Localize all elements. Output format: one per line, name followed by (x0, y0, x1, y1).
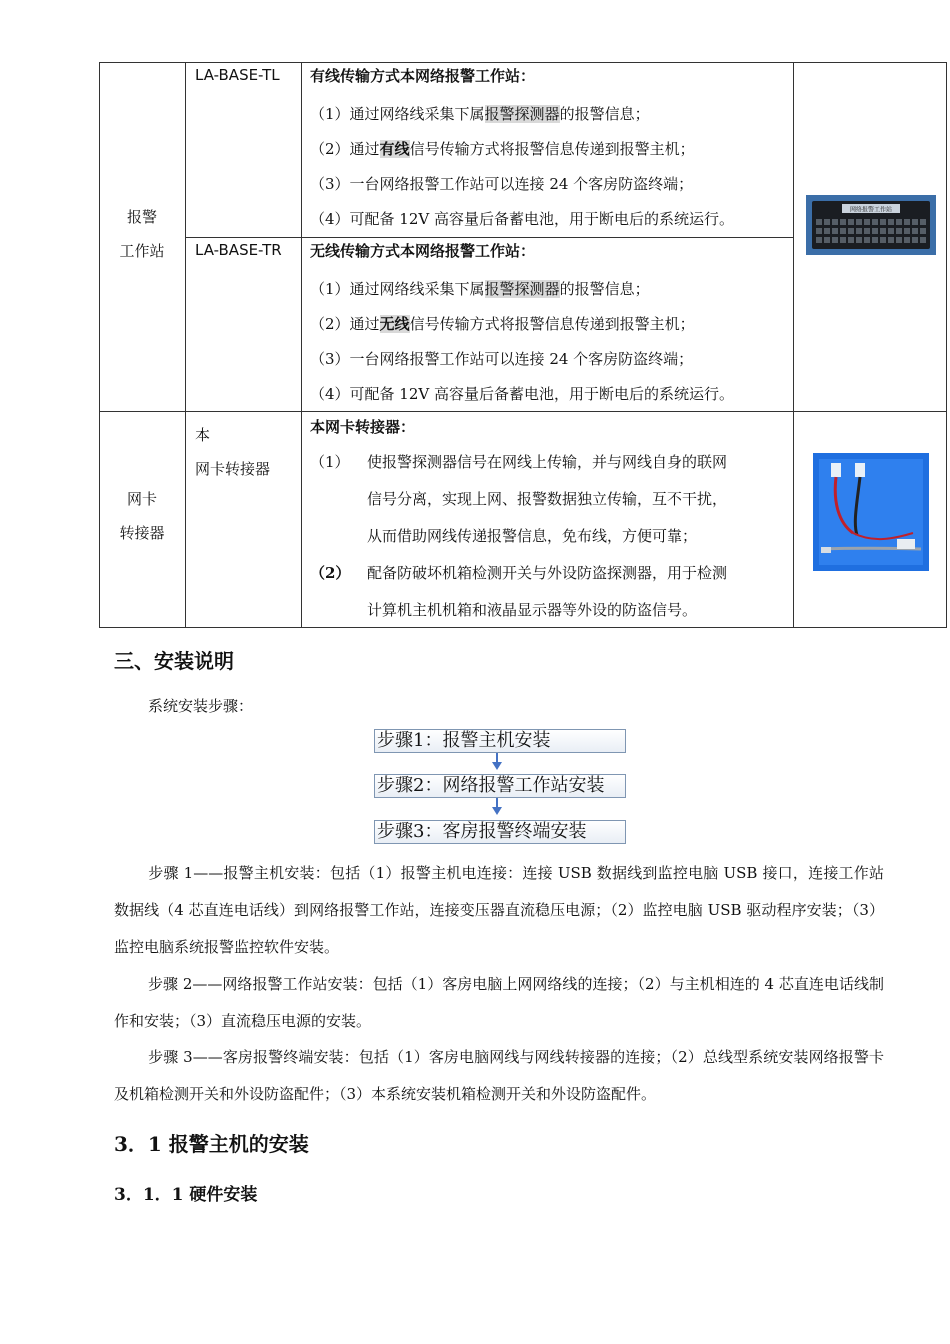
port-icon (880, 237, 886, 243)
desc-title: 有线传输方式本网络报警工作站： (310, 67, 536, 85)
desc-line: （3）一台网络报警工作站可以连接 24 个客房防盗终端； (310, 175, 694, 193)
model-la-base-tl: LA-BASE-TL (195, 66, 280, 84)
port-icon (832, 237, 838, 243)
desc-line: （4）可配备 12V 高容量后备蓄电池，用于断电后的系统运行。 (310, 210, 735, 228)
port-icon (912, 219, 918, 225)
flow-step-2: 步骤2：网络报警工作站安装 (374, 774, 626, 798)
desc-line: （3）一台网络报警工作站可以连接 24 个客房防盗终端； (310, 350, 694, 368)
port-icon (816, 228, 822, 234)
nic-adapter-image (813, 453, 929, 571)
port-icon (832, 219, 838, 225)
model-la-base-tr: LA-BASE-TR (195, 241, 282, 259)
port-icon (920, 237, 926, 243)
port-icon (840, 228, 846, 234)
port-icon (888, 237, 894, 243)
desc-nic-adapter (310, 414, 788, 629)
port-icon (872, 237, 878, 243)
port-icon (880, 228, 886, 234)
port-icon (824, 228, 830, 234)
port-icon (880, 219, 886, 225)
product-table (99, 62, 947, 628)
port-icon (864, 237, 870, 243)
flow-step-1: 步骤1：报警主机安装 (374, 729, 626, 753)
port-icon (888, 219, 894, 225)
port-icon (896, 237, 902, 243)
workstation-device-image (806, 195, 936, 255)
port-icon (888, 228, 894, 234)
category-alarm-workstation: 报警 工作站 (119, 208, 165, 260)
flow-arrowhead (492, 762, 502, 770)
port-icon (872, 228, 878, 234)
paragraph-step-2: 步骤 2——网络报警工作站安装：包括（1）客房电脑上网网络线的连接；（2）与主机相连的 4 芯直连电话线制作和安装；（3）直流稳压电源的安装。 (114, 975, 884, 1030)
port-icon (848, 228, 854, 234)
flow-arrowhead (492, 807, 502, 815)
model-nic-adapter: 本 网卡转接器 (195, 426, 271, 478)
port-icon (904, 237, 910, 243)
port-icon (912, 237, 918, 243)
desc-title: 无线传输方式本网络报警工作站： (310, 242, 536, 260)
port-icon (896, 228, 902, 234)
port-icon (848, 219, 854, 225)
port-icon (864, 228, 870, 234)
port-icon (864, 219, 870, 225)
port-icon (816, 237, 822, 243)
port-icon (904, 219, 910, 225)
section-heading: 三、安装说明 (114, 649, 234, 673)
svg-text:网络报警工作站: 网络报警工作站 (849, 206, 893, 214)
desc-line: （2）通过有线信号传输方式将报警信息传递到报警主机； (310, 140, 695, 158)
port-icon (824, 219, 830, 225)
port-icon (896, 219, 902, 225)
flow-step-3: 步骤3：客房报警终端安装 (374, 820, 626, 844)
port-icon (912, 228, 918, 234)
port-icon (832, 228, 838, 234)
desc-la-base-tr (310, 237, 790, 412)
port-icon (872, 219, 878, 225)
port-icon (848, 237, 854, 243)
desc-title: 本网卡转接器： (310, 418, 416, 436)
port-icon (920, 228, 926, 234)
port-icon (856, 237, 862, 243)
desc-line: （1）通过网络线采集下属报警探测器的报警信息； (310, 105, 650, 123)
port-icon (840, 237, 846, 243)
port-icon (904, 228, 910, 234)
port-icon (920, 219, 926, 225)
list-item: （1） 使报警探测器信号在网线上传输，并与网线自身的联网 信号分离，实现上网、报警数据独立传输，互不干扰， 从而借助网线传递报警信息，免布线，方便可靠； (310, 453, 728, 545)
port-icon (816, 219, 822, 225)
paragraph-step-1: 步骤 1——报警主机安装：包括（1）报警主机电连接：连接 USB 数据线到监控电脑 USB 接口，连接工作站数据线（4 芯直连电话线）到网络报警工作站，连接变压器直流稳压电源；（2）监控电脑 USB 驱动程序安装；（3）监控电脑系统报警监控软件安装。 (114, 864, 884, 956)
desc-line: （4）可配备 12V 高容量后备蓄电池，用于断电后的系统运行。 (310, 385, 735, 403)
heading-3-1: 3．1 报警主机的安装 (114, 1132, 309, 1156)
paragraph-step-3: 步骤 3——客房报警终端安装：包括（1）客房电脑网线与网线转接器的连接；（2）总线型系统安装网络报警卡及机箱检测开关和外设防盗配件；（3）本系统安装机箱检测开关和外设防盗配件。 (114, 1048, 884, 1103)
port-icon (856, 219, 862, 225)
heading-3-1-1: 3．1．1 硬件安装 (114, 1185, 258, 1205)
port-icon (824, 237, 830, 243)
port-icon (840, 219, 846, 225)
list-item: （2） 配备防破坏机箱检测开关与外设防盗探测器，用于检测 计算机主机机箱和液晶显示器等外设的防盗信号。 (310, 564, 728, 619)
category-nic-adapter: 网卡 转接器 (119, 490, 165, 542)
port-icon (856, 228, 862, 234)
desc-la-base-tl (310, 62, 790, 237)
desc-line: （2）通过无线信号传输方式将报警信息传递到报警主机； (310, 315, 695, 333)
desc-line: （1）通过网络线采集下属报警探测器的报警信息； (310, 280, 650, 298)
intro-text: 系统安装步骤： (148, 697, 254, 715)
